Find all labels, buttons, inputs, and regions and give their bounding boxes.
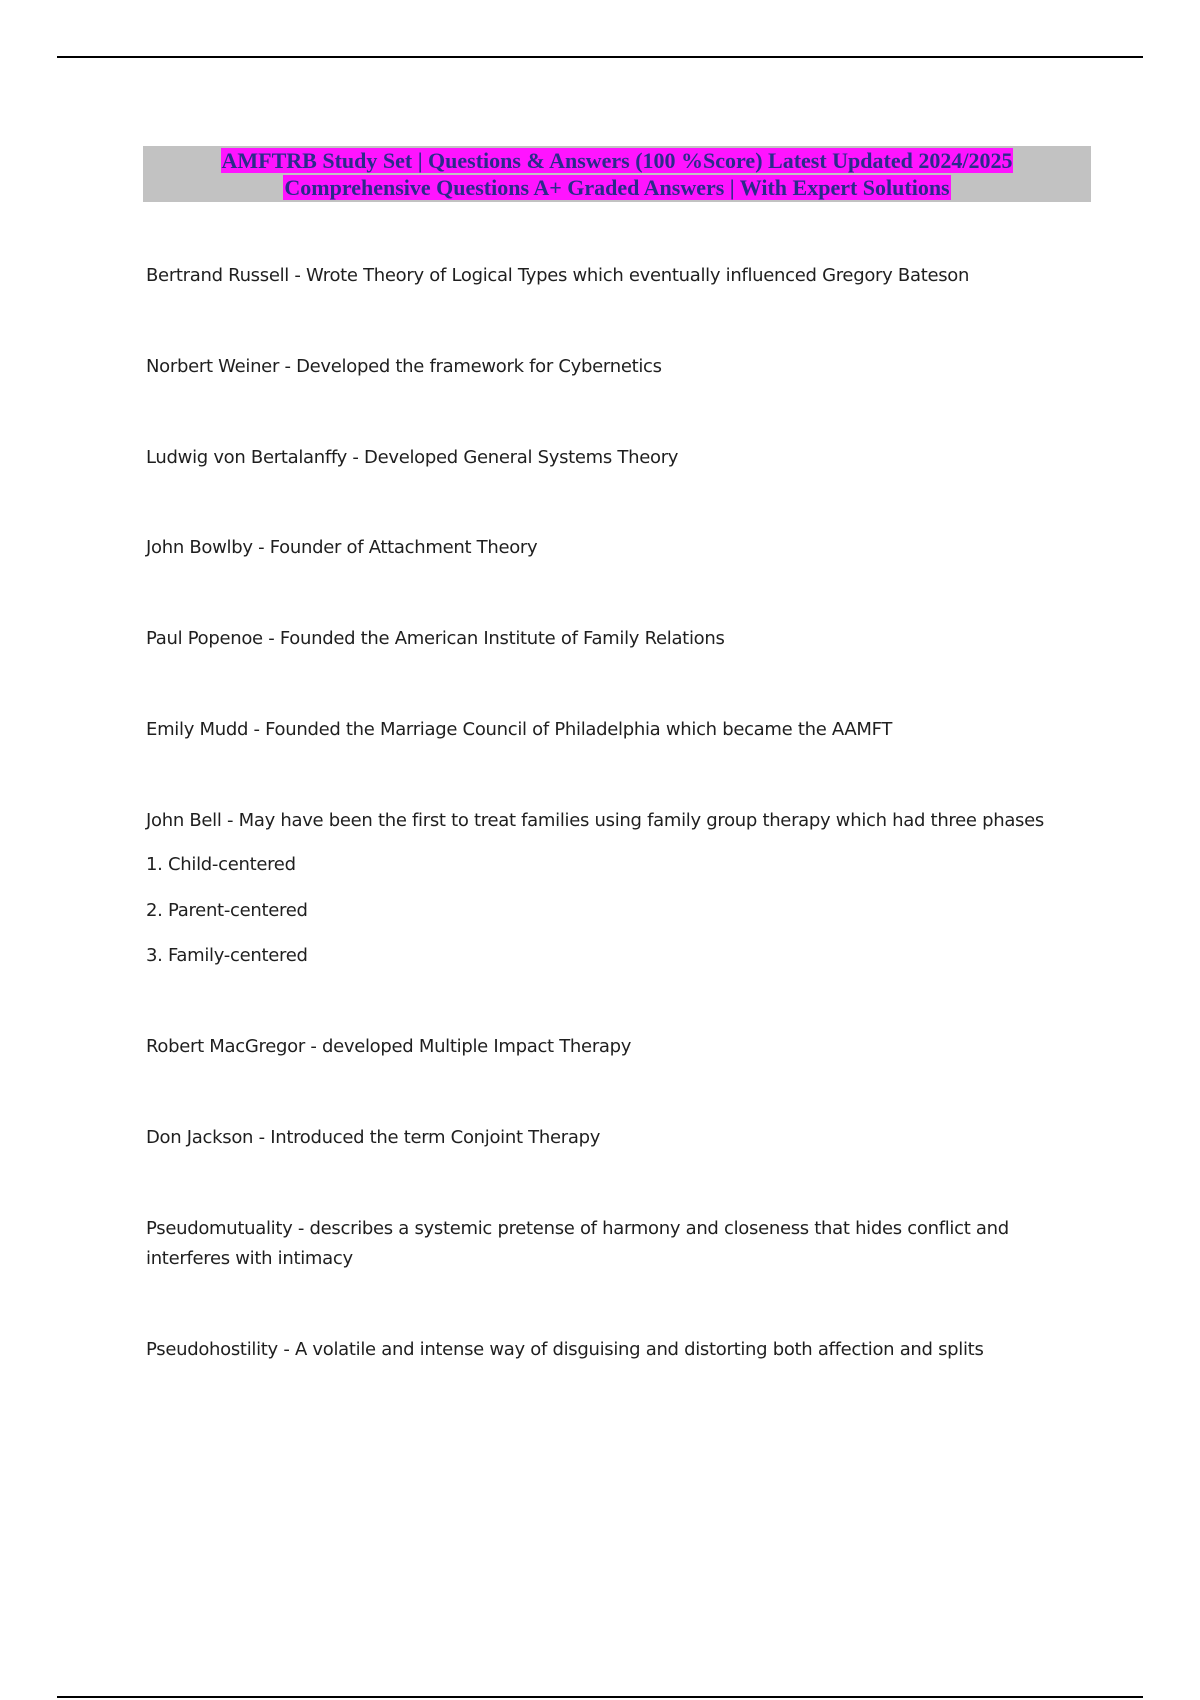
phase-item-3: 3. Family-centered: [146, 945, 308, 966]
qa-entry-john-bell: John Bell - May have been the first to treat families using family group therapy which had three phases: [146, 810, 1044, 831]
qa-entry-pseudohostility: Pseudohostility - A volatile and intense way of disguising and distorting both affection and splits: [146, 1339, 984, 1360]
qa-entry-bertrand-russell: Bertrand Russell - Wrote Theory of Logical Types which eventually influenced Gregory Bateson: [146, 265, 970, 286]
qa-entry-don-jackson: Don Jackson - Introduced the term Conjoint Therapy: [146, 1127, 601, 1148]
bottom-rule: [57, 1696, 1143, 1698]
title-banner: [143, 146, 1091, 202]
title-line-2: Comprehensive Questions A+ Graded Answers | With Expert Solutions: [284, 175, 950, 200]
title-line-1: AMFTRB Study Set | Questions & Answers (100 %Score) Latest Updated 2024/2025: [221, 148, 1013, 173]
qa-entry-ludwig-von-bertalanffy: Ludwig von Bertalanffy - Developed General Systems Theory: [146, 447, 679, 468]
qa-entry-robert-macgregor: Robert MacGregor - developed Multiple Impact Therapy: [146, 1036, 632, 1057]
qa-entry-pseudomutuality: Pseudomutuality - describes a systemic pretense of harmony and closeness that hides conflict and interferes with intimacy: [146, 1218, 1009, 1269]
phase-item-1: 1. Child-centered: [146, 854, 296, 875]
qa-entry-norbert-weiner: Norbert Weiner - Developed the framework for Cybernetics: [146, 356, 662, 377]
qa-entry-emily-mudd: Emily Mudd - Founded the Marriage Council of Philadelphia which became the AAMFT: [146, 719, 893, 740]
qa-entry-john-bowlby: John Bowlby - Founder of Attachment Theory: [146, 537, 538, 558]
qa-entry-paul-popenoe: Paul Popenoe - Founded the American Institute of Family Relations: [146, 628, 725, 649]
top-rule: [57, 56, 1143, 58]
phase-item-2: 2. Parent-centered: [146, 900, 308, 921]
